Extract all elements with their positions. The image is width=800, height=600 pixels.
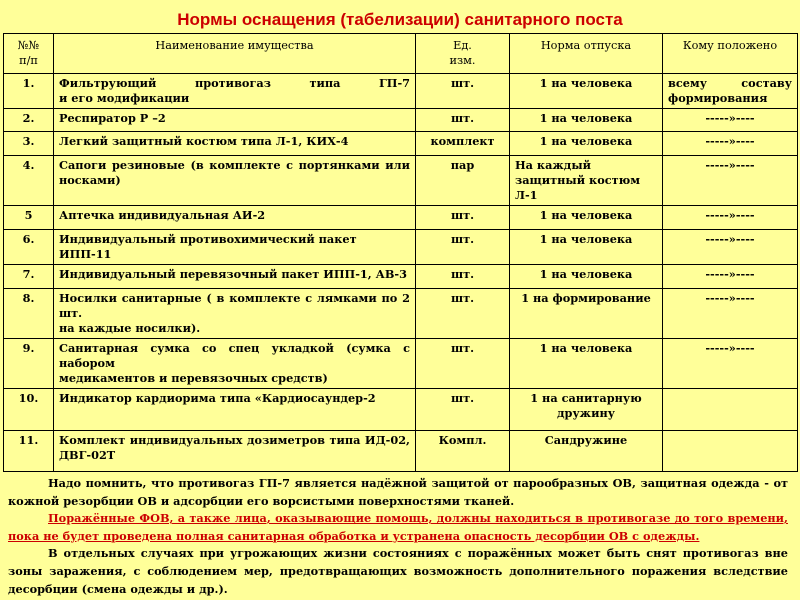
cell-name: Аптечка индивидуальная АИ-2 (54, 206, 416, 230)
table-row (4, 74, 798, 109)
cell-who: -----»---- (663, 206, 798, 230)
cell-name: Комплект индивидуальных дозиметров типа ИД-02, ДВГ-02Т (54, 431, 416, 472)
table-row (4, 206, 798, 230)
header-norm: Норма отпуска (510, 34, 663, 74)
cell-name: Индикатор кардиорима типа «Кардиосаундер-2 (54, 389, 416, 431)
cell-unit: шт. (416, 289, 510, 339)
cell-name: Носилки санитарные ( в комплекте с лямками по 2 шт. на каждые носилки). (54, 289, 416, 339)
cell-norm: 1 на санитарную дружину (510, 389, 663, 431)
cell-who: -----»---- (663, 265, 798, 289)
table-row (4, 389, 798, 431)
cell-unit: шт. (416, 265, 510, 289)
cell-who: всему составу формирования (663, 74, 798, 109)
cell-name: Легкий защитный костюм типа Л-1, КИХ-4 (54, 132, 416, 156)
cell-num: 9. (4, 339, 54, 389)
table-row (4, 156, 798, 206)
cell-norm: 1 на человека (510, 206, 663, 230)
cell-num: 6. (4, 230, 54, 265)
cell-unit: шт. (416, 230, 510, 265)
cell-num: 3. (4, 132, 54, 156)
cell-norm: 1 на человека (510, 265, 663, 289)
table-row (4, 339, 798, 389)
cell-num: 5 (4, 206, 54, 230)
cell-num: 10. (4, 389, 54, 431)
cell-unit: комплект (416, 132, 510, 156)
table-row (4, 431, 798, 472)
cell-norm: 1 на человека (510, 230, 663, 265)
table-header-row (4, 34, 798, 74)
cell-unit: Компл. (416, 431, 510, 472)
cell-who: -----»---- (663, 109, 798, 132)
table-row (4, 132, 798, 156)
cell-unit: шт. (416, 389, 510, 431)
cell-who: -----»---- (663, 289, 798, 339)
cell-num: 8. (4, 289, 54, 339)
cell-norm: 1 на человека (510, 109, 663, 132)
cell-name: Индивидуальный перевязочный пакет ИПП-1, АВ-3 (54, 265, 416, 289)
cell-norm: На каждый защитный костюм Л-1 (510, 156, 663, 206)
cell-who (663, 431, 798, 472)
cell-norm: Сандружине (510, 431, 663, 472)
cell-name: Санитарная сумка со спец укладкой (сумка с набором медикаментов и перевязочных средств) (54, 339, 416, 389)
cell-num: 1. (4, 74, 54, 109)
cell-norm: 1 на человека (510, 132, 663, 156)
table-row (4, 230, 798, 265)
cell-who (663, 389, 798, 431)
header-who: Кому положено (663, 34, 798, 74)
cell-who: -----»---- (663, 339, 798, 389)
cell-who: -----»---- (663, 132, 798, 156)
cell-norm: 1 на человека (510, 74, 663, 109)
cell-unit: пар (416, 156, 510, 206)
table-row (4, 265, 798, 289)
note-paragraph: Надо помнить, что противогаз ГП-7 является надёжной защитой от парообразных ОВ, защитная одежда - от кожной резорбции ОВ и адсорбции его ворсистыми поверхностями тканей. (8, 476, 788, 508)
notes (8, 475, 788, 598)
header-unit: Ед. изм. (416, 34, 510, 74)
page-title: Нормы оснащения (табелизации) санитарного поста (177, 10, 623, 29)
table-row (4, 109, 798, 132)
cell-num: 11. (4, 431, 54, 472)
cell-name: Индивидуальный противохимический пакет ИПП-11 (54, 230, 416, 265)
cell-who: -----»---- (663, 156, 798, 206)
equipment-table (3, 33, 798, 472)
note-paragraph: В отдельных случаях при угрожающих жизни состояниях с поражённых может быть снят противогаз вне зоны заражения, с соблюдением мер, предотвращающих возможность дополнительного поражения вследствие десорбции (смена одежды и др.). (8, 546, 788, 596)
header-name: Наименование имущества (54, 34, 416, 74)
cell-num: 7. (4, 265, 54, 289)
cell-norm: 1 на формирование (510, 289, 663, 339)
cell-unit: шт. (416, 109, 510, 132)
cell-unit: шт. (416, 339, 510, 389)
cell-num: 4. (4, 156, 54, 206)
table-row (4, 289, 798, 339)
cell-unit: шт. (416, 74, 510, 109)
cell-name: Сапоги резиновые (в комплекте с портянками или носками) (54, 156, 416, 206)
warning-paragraph: Поражённые ФОВ, а также лица, оказывающие помощь, должны находиться в противогазе до того времени, пока не будет проведена полная санитарная обработка и устранена опасность десорбции ОВ с одежды. (8, 511, 788, 543)
cell-who: -----»---- (663, 230, 798, 265)
cell-num: 2. (4, 109, 54, 132)
header-num: №№ п/п (4, 34, 54, 74)
table-body (4, 74, 798, 472)
cell-name: Респиратор Р –2 (54, 109, 416, 132)
cell-unit: шт. (416, 206, 510, 230)
cell-name: Фильтрующий противогаз типа ГП-7 и его модификации (54, 74, 416, 109)
cell-norm: 1 на человека (510, 339, 663, 389)
